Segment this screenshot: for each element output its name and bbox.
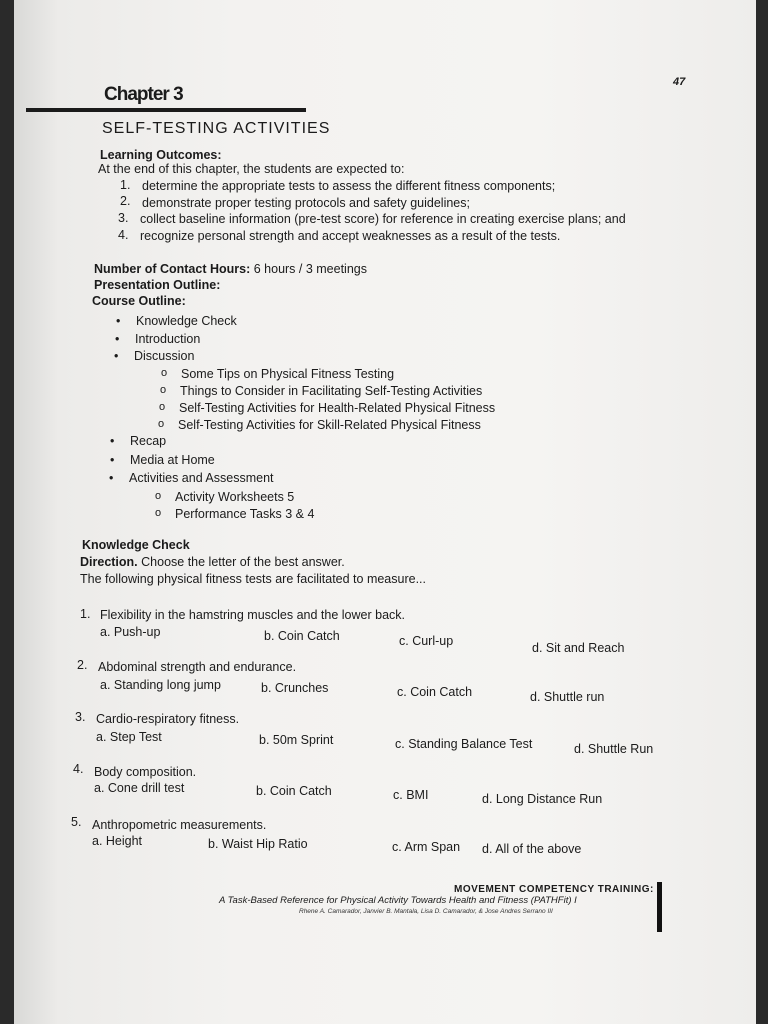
learning-outcomes-intro: At the end of this chapter, the students are expected to: xyxy=(98,162,405,176)
outline-item: • Recap xyxy=(130,434,166,448)
question-number: 4. xyxy=(73,762,84,776)
section-title: SELF-TESTING ACTIVITIES xyxy=(102,120,331,137)
outline-item: • Knowledge Check xyxy=(136,314,237,328)
footer-book-subtitle: A Task-Based Reference for Physical Activity Towards Health and Fitness (PATHFit) I xyxy=(219,895,577,906)
choice-c: c. BMI xyxy=(393,788,429,802)
outcome-text: collect baseline information (pre-test score) for reference in creating exercise plans; and xyxy=(140,212,626,226)
choice-a: a. Push-up xyxy=(100,625,161,639)
footer-accent-bar xyxy=(657,882,662,932)
choice-b: b. Coin Catch xyxy=(264,629,340,643)
knowledge-check-prompt: The following physical fitness tests are facilitated to measure... xyxy=(80,572,426,586)
question-number: 1. xyxy=(80,607,91,621)
direction-line xyxy=(80,555,345,569)
question-text: Cardio-respiratory fitness. xyxy=(96,712,240,726)
outcome-num: 1. xyxy=(120,178,131,192)
direction-label: Direction. xyxy=(80,555,138,569)
question-text: Abdominal strength and endurance. xyxy=(98,660,297,674)
question-text: Body composition. xyxy=(94,765,197,779)
choice-a: a. Standing long jump xyxy=(100,678,221,692)
contact-hours-label: Number of Contact Hours: xyxy=(94,262,251,276)
outline-item: • Media at Home xyxy=(130,453,215,467)
chapter-title: Chapter 3 xyxy=(104,84,183,105)
direction-text: Choose the letter of the best answer. xyxy=(141,555,345,569)
choice-a: a. Cone drill test xyxy=(94,781,185,795)
outcome-text: determine the appropriate tests to assess the different fitness components; xyxy=(142,179,556,193)
question-text: Anthropometric measurements. xyxy=(92,818,267,832)
choice-d: d. Long Distance Run xyxy=(482,792,603,806)
outline-subitem: o Self-Testing Activities for Skill-Related Physical Fitness xyxy=(178,418,481,432)
contact-hours-value: 6 hours / 3 meetings xyxy=(253,262,367,276)
choice-d: d. All of the above xyxy=(482,842,582,856)
outcome-num: 4. xyxy=(118,228,129,242)
question-number: 3. xyxy=(75,710,86,724)
choice-c: c. Standing Balance Test xyxy=(395,737,533,751)
knowledge-check-heading: Knowledge Check xyxy=(82,538,190,552)
choice-b: b. Coin Catch xyxy=(256,784,332,798)
question-number: 5. xyxy=(71,815,82,829)
footer-book-title: MOVEMENT COMPETENCY TRAINING: xyxy=(454,884,654,895)
chapter-rule xyxy=(26,108,306,112)
outcome-text: recognize personal strength and accept weaknesses as a result of the tests. xyxy=(140,229,561,243)
presentation-outline-heading: Presentation Outline: xyxy=(94,278,221,292)
learning-outcomes-heading: Learning Outcomes: xyxy=(100,148,222,162)
choice-d: d. Shuttle Run xyxy=(574,742,654,756)
outline-subitem: o Performance Tasks 3 & 4 xyxy=(175,507,314,521)
outline-subitem: o Some Tips on Physical Fitness Testing xyxy=(181,367,394,381)
question-text: Flexibility in the hamstring muscles and the lower back. xyxy=(100,608,405,622)
choice-c: c. Curl-up xyxy=(399,634,454,648)
outline-item: • Activities and Assessment xyxy=(129,471,274,485)
course-outline-heading: Course Outline: xyxy=(92,294,186,308)
outline-subitem: o Self-Testing Activities for Health-Related Physical Fitness xyxy=(179,401,495,415)
choice-a: a. Height xyxy=(92,834,143,848)
question-number: 2. xyxy=(77,658,88,672)
outcome-num: 2. xyxy=(120,194,131,208)
choice-b: b. Crunches xyxy=(261,681,329,695)
contact-hours xyxy=(94,262,367,276)
choice-a: a. Step Test xyxy=(96,730,162,744)
outline-item: • Introduction xyxy=(135,332,200,346)
outline-subitem: o Things to Consider in Facilitating Self-Testing Activities xyxy=(180,384,482,398)
page-number: 47 xyxy=(673,76,686,88)
choice-d: d. Shuttle run xyxy=(530,690,605,704)
choice-b: b. Waist Hip Ratio xyxy=(208,837,308,851)
choice-c: c. Arm Span xyxy=(392,840,461,854)
outcome-text: demonstrate proper testing protocols and safety guidelines; xyxy=(142,196,470,210)
outline-subitem: o Activity Worksheets 5 xyxy=(175,490,294,504)
footer-authors: Rhene A. Camarador, Janvier B. Mantala, Lisa D. Camarador, & Jose Andres Serrano III xyxy=(299,908,553,915)
book-page xyxy=(14,0,756,1024)
outcome-num: 3. xyxy=(118,211,129,225)
choice-d: d. Sit and Reach xyxy=(532,641,625,655)
outline-item: • Discussion xyxy=(134,349,194,363)
choice-c: c. Coin Catch xyxy=(397,685,473,699)
choice-b: b. 50m Sprint xyxy=(259,733,334,747)
